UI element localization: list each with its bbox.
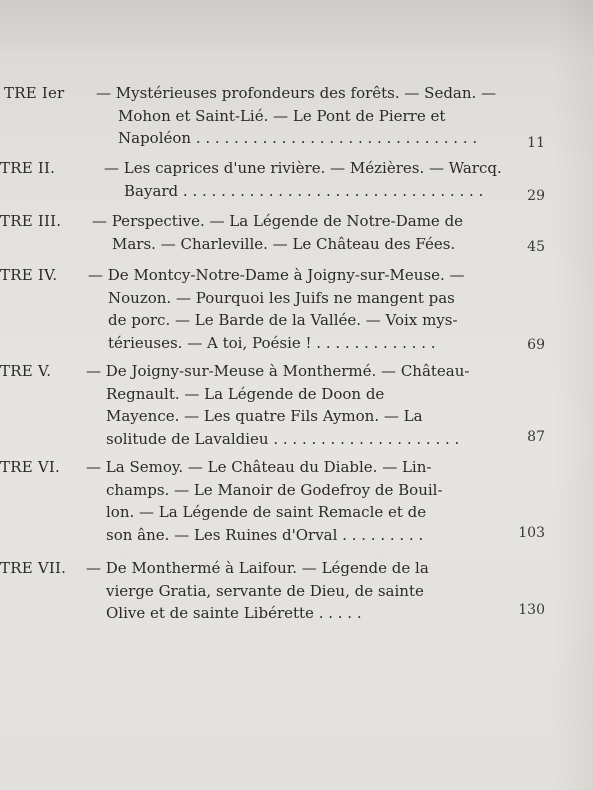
page-number: 130	[518, 602, 545, 618]
page-number: 69	[527, 337, 545, 353]
description-line: champs. — Le Manoir de Godefroy de Bouil-	[106, 480, 443, 499]
page-number: 29	[527, 188, 545, 204]
description-line: Mohon et Saint-Lié. — Le Pont de Pierre et	[118, 106, 446, 125]
description-line: térieuses. — A toi, Poésie ! . . . . . . . . . . . . .	[108, 333, 436, 352]
chapter-description	[86, 456, 496, 546]
page-number: 87	[527, 429, 545, 445]
chapter-description	[96, 82, 506, 150]
description-line: Regnault. — La Légende de Doon de	[106, 384, 385, 403]
description-line: Napoléon . . . . . . . . . . . . . . . . . . . . . . . . . . . . . .	[118, 129, 478, 147]
chapter-description	[86, 360, 496, 450]
chapter-label: TRE II.	[0, 159, 56, 177]
page-number: 11	[527, 135, 545, 151]
chapter-label: TRE IV.	[0, 266, 58, 284]
page-shadow-right	[553, 0, 593, 790]
page-number: 103	[518, 525, 545, 541]
description-line: — Les caprices d'une rivière. — Mézières. — Warcq.	[104, 159, 502, 177]
description-line: Nouzon. — Pourquoi les Juifs ne mangent pas	[108, 288, 455, 307]
page-number: 45	[527, 239, 545, 255]
description-line: — Mystérieuses profondeurs des forêts. — Sedan. —	[96, 84, 497, 102]
description-line: — De Monthermé à Laifour. — Légende de la	[86, 559, 429, 577]
description-line: son âne. — Les Ruines d'Orval . . . . . . . . .	[106, 525, 424, 544]
chapter-description	[104, 157, 514, 202]
description-line: Olive et de sainte Libérette . . . . .	[106, 604, 362, 622]
description-line: — La Semoy. — Le Château du Diable. — Lin-	[86, 458, 432, 476]
description-line: solitude de Lavaldieu . . . . . . . . . . . . . . . . . . . .	[106, 429, 460, 448]
chapter-label: TRE Ier	[4, 84, 65, 102]
description-line: Mars. — Charleville. — Le Château des Fées.	[112, 234, 456, 253]
description-line: — De Montcy-Notre-Dame à Joigny-sur-Meuse. —	[88, 266, 465, 284]
page-shadow-top	[0, 0, 593, 60]
description-line: — De Joigny-sur-Meuse à Monthermé. — Château-	[86, 362, 470, 380]
description-line: — Perspective. — La Légende de Notre-Dame de	[92, 212, 464, 230]
description-line: Bayard . . . . . . . . . . . . . . . . . . . . . . . . . . . . . . . .	[124, 181, 484, 200]
description-line: Mayence. — Les quatre Fils Aymon. — La	[106, 407, 423, 425]
description-line: de porc. — Le Barde de la Vallée. — Voix mys-	[108, 311, 458, 329]
chapter-label: TRE V.	[0, 362, 52, 380]
chapter-label: TRE VII.	[0, 559, 67, 577]
description-line: lon. — La Légende de saint Remacle et de	[106, 503, 427, 521]
chapter-description	[88, 264, 498, 354]
chapter-description	[92, 210, 502, 255]
chapter-label: TRE VI.	[0, 458, 60, 476]
chapter-label: TRE III.	[0, 212, 62, 230]
chapter-description	[86, 557, 496, 625]
description-line: vierge Gratia, servante de Dieu, de sainte	[106, 581, 424, 600]
